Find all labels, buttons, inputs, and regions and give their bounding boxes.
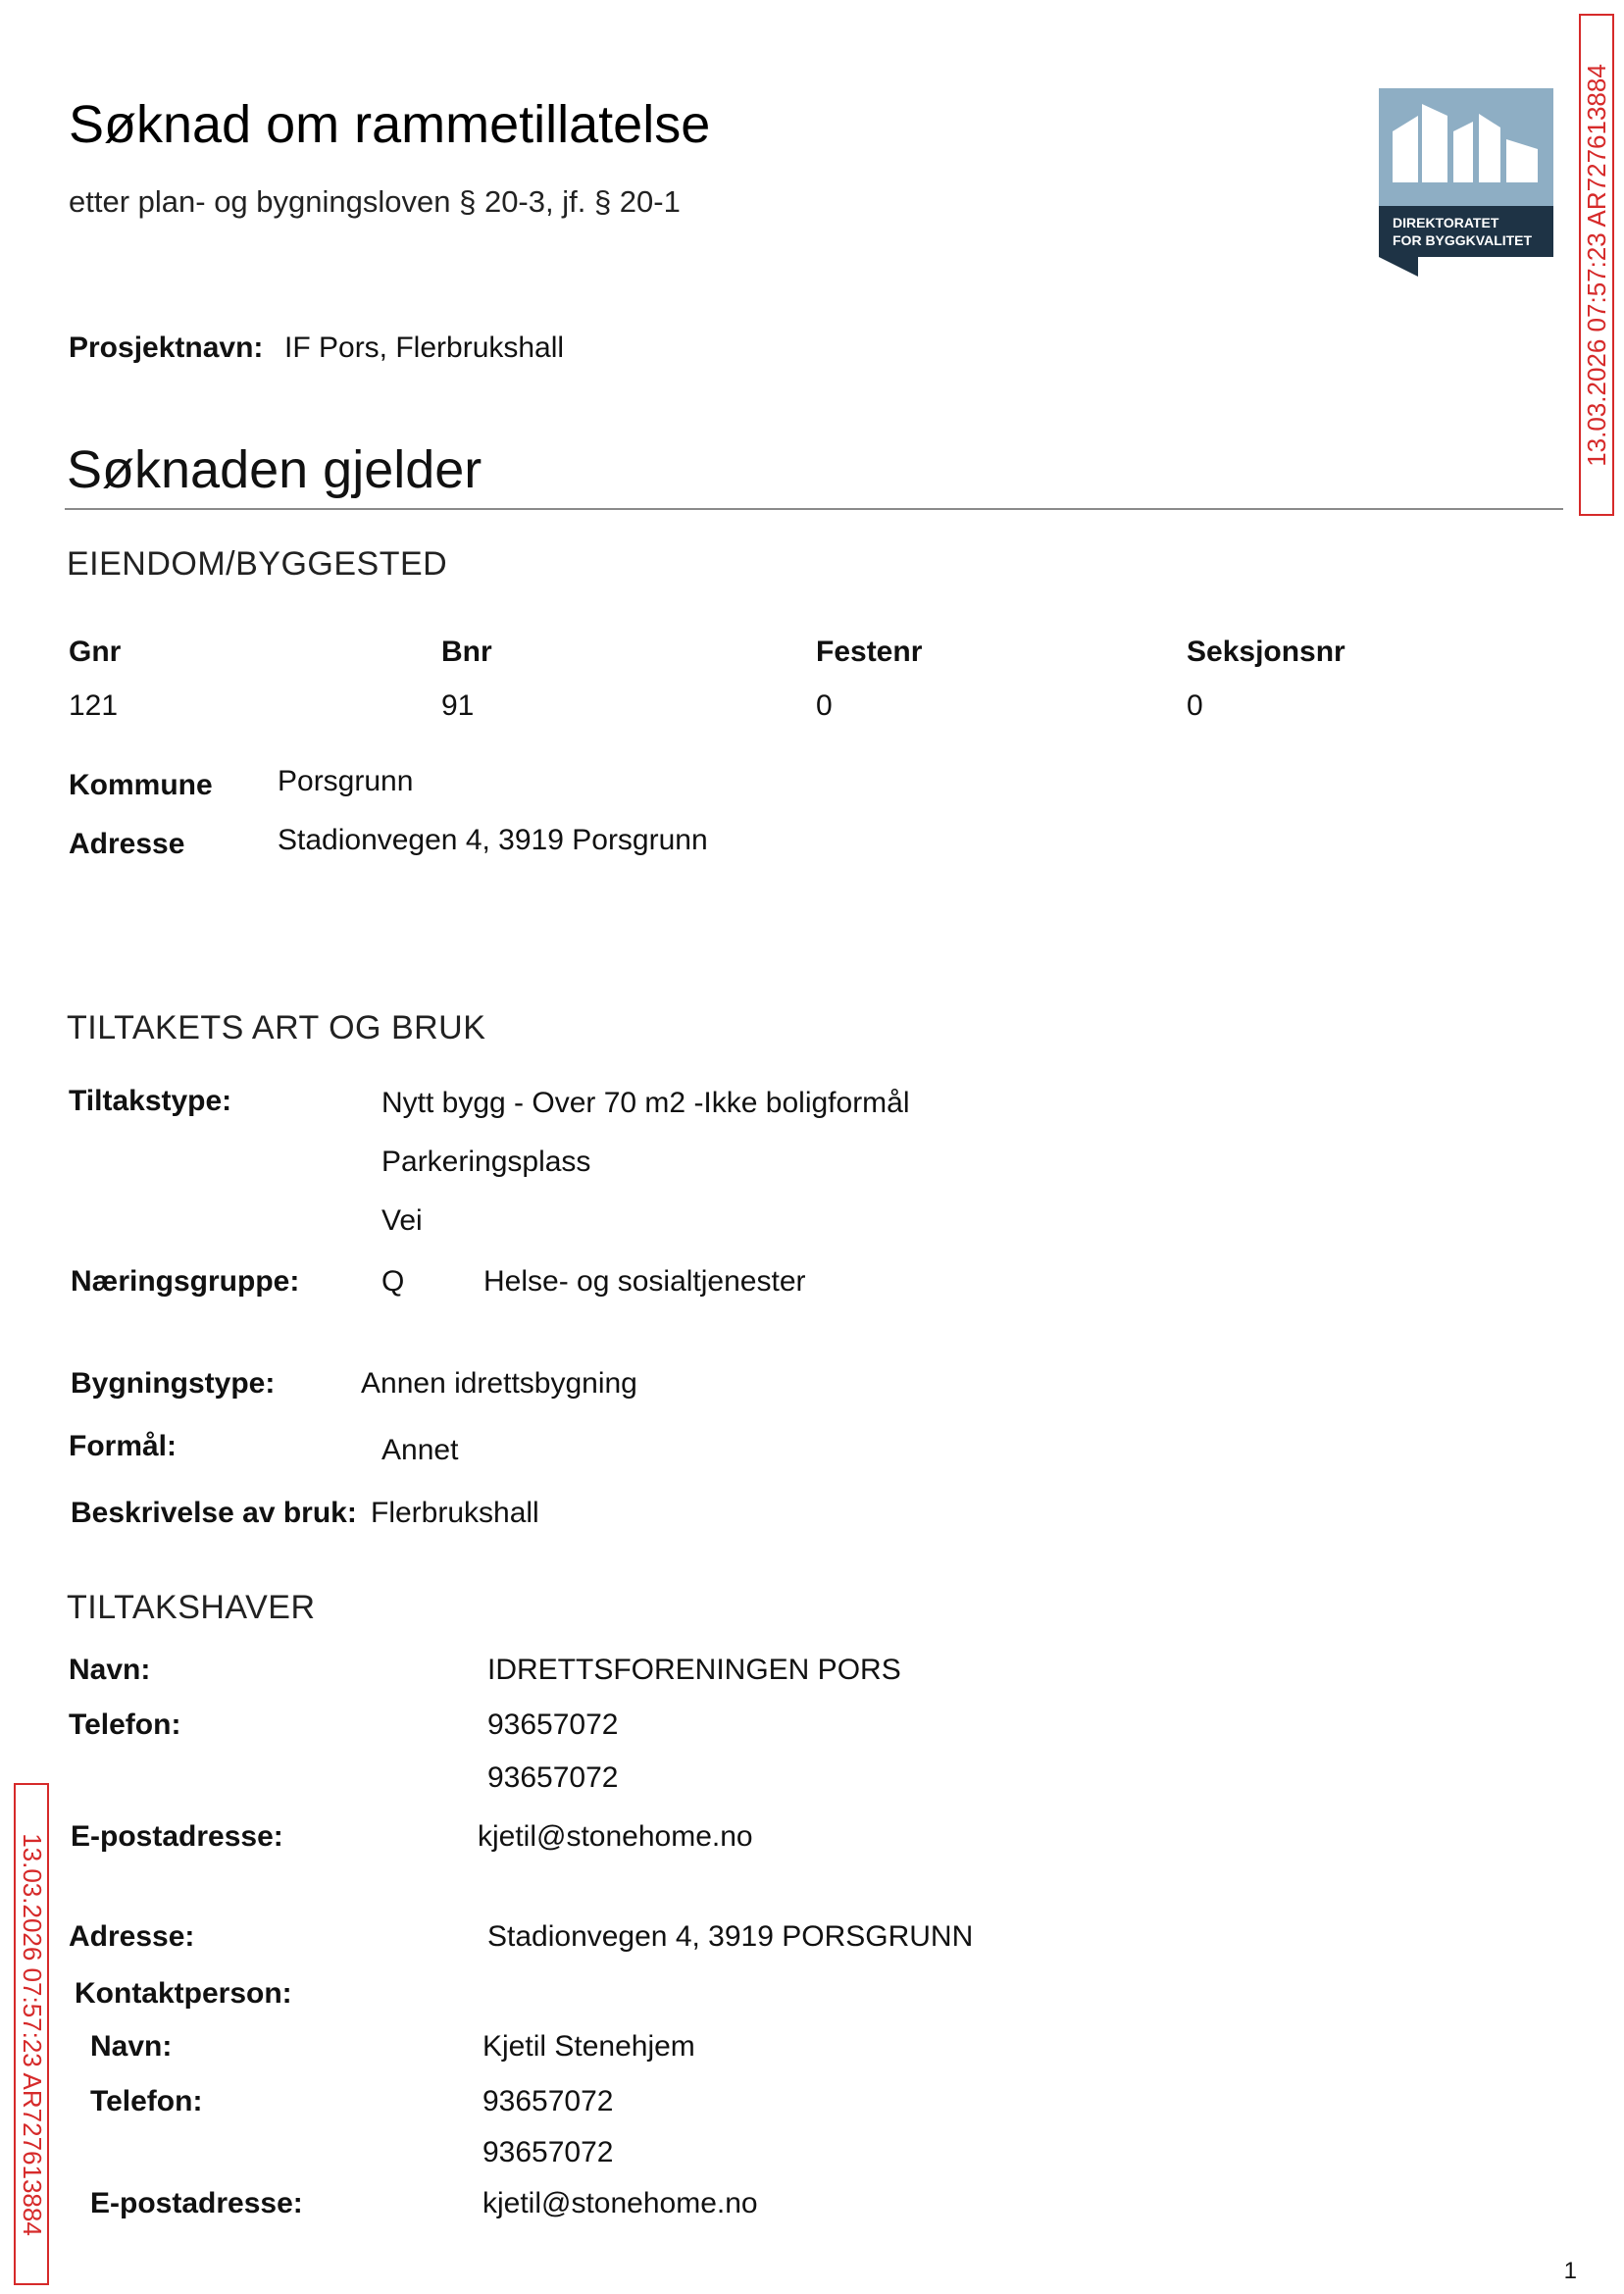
logo-line-2: FOR BYGGKVALITET xyxy=(1393,232,1533,248)
kontakt-navn-value: Kjetil Stenehjem xyxy=(482,2030,695,2063)
tiltakshaver-navn-label: Navn: xyxy=(69,1654,151,1686)
adresse-value: Stadionvegen 4, 3919 Porsgrunn xyxy=(278,824,708,856)
festenr-value: 0 xyxy=(816,689,833,722)
tiltakshaver-epost-label: E-postadresse: xyxy=(71,1820,283,1853)
section-divider xyxy=(65,508,1563,510)
logo-line-1: DIREKTORATET xyxy=(1393,215,1499,230)
naeringsgruppe-code: Q xyxy=(381,1265,405,1298)
formal-value: Annet xyxy=(381,1434,459,1466)
adresse-label: Adresse xyxy=(69,828,185,860)
tiltakshaver-heading: TILTAKSHAVER xyxy=(67,1589,316,1626)
bygningstype-value: Annen idrettsbygning xyxy=(361,1367,637,1400)
naeringsgruppe-value: Helse- og sosialtjenester xyxy=(483,1265,806,1298)
logo-bottom-block xyxy=(1379,206,1553,257)
kontakt-epost-value: kjetil@stonehome.no xyxy=(482,2187,758,2219)
project-name-value: IF Pors, Flerbrukshall xyxy=(284,331,565,364)
stamp-text: 13.03.2026 07:57:23 AR727613884 xyxy=(1581,63,1611,467)
kontakt-telefon-label: Telefon: xyxy=(90,2085,203,2117)
beskrivelse-label: Beskrivelse av bruk: xyxy=(71,1497,357,1529)
kontakt-epost-label: E-postadresse: xyxy=(90,2187,303,2219)
beskrivelse-value: Flerbrukshall xyxy=(371,1497,539,1529)
kontakt-telefon-value-2: 93657072 xyxy=(482,2136,614,2168)
tiltakshaver-navn-value: IDRETTSFORENINGEN PORS xyxy=(487,1654,901,1686)
kommune-value: Porsgrunn xyxy=(278,765,414,797)
document-subtitle: etter plan- og bygningsloven § 20-3, jf. § 20-1 xyxy=(69,184,681,219)
tiltakshaver-adresse-label: Adresse: xyxy=(69,1920,195,1953)
formal-label: Formål: xyxy=(69,1430,178,1462)
tiltakshaver-telefon-label: Telefon: xyxy=(69,1708,181,1741)
timestamp-stamp-top xyxy=(1579,14,1614,516)
project-name-label: Prosjektnavn: xyxy=(69,331,264,364)
tiltakshaver-telefon-value-1: 93657072 xyxy=(487,1708,619,1741)
document-title: Søknad om rammetillatelse xyxy=(69,95,711,154)
seksjonsnr-value: 0 xyxy=(1187,689,1203,722)
festenr-label: Festenr xyxy=(816,636,923,668)
dibk-logo xyxy=(1379,88,1553,277)
bnr-value: 91 xyxy=(441,689,475,722)
gnr-value: 121 xyxy=(69,689,119,722)
tiltakstype-value-3: Vei xyxy=(381,1204,423,1237)
kontaktperson-label: Kontaktperson: xyxy=(75,1977,292,2010)
naeringsgruppe-label: Næringsgruppe: xyxy=(71,1265,300,1298)
bygningstype-label: Bygningstype: xyxy=(71,1367,276,1400)
kontakt-telefon-value-1: 93657072 xyxy=(482,2085,614,2117)
page-number: 1 xyxy=(1563,2258,1577,2284)
section-heading: Søknaden gjelder xyxy=(67,440,482,499)
gnr-label: Gnr xyxy=(69,636,122,668)
tiltak-heading: TILTAKETS ART OG BRUK xyxy=(67,1009,486,1046)
kommune-label: Kommune xyxy=(69,769,213,801)
tiltakstype-value-1: Nytt bygg - Over 70 m2 -Ikke boligformål xyxy=(381,1087,910,1119)
tiltakstype-label: Tiltakstype: xyxy=(69,1085,232,1117)
tiltakshaver-telefon-value-2: 93657072 xyxy=(487,1761,619,1794)
bnr-label: Bnr xyxy=(441,636,492,668)
kontakt-navn-label: Navn: xyxy=(90,2030,173,2063)
timestamp-stamp-left xyxy=(14,1783,49,2285)
tiltakshaver-epost-value: kjetil@stonehome.no xyxy=(478,1820,753,1853)
tiltakstype-value-2: Parkeringsplass xyxy=(381,1146,591,1178)
property-heading: EIENDOM/BYGGESTED xyxy=(67,545,448,583)
seksjonsnr-label: Seksjonsnr xyxy=(1187,636,1345,668)
tiltakshaver-adresse-value: Stadionvegen 4, 3919 PORSGRUNN xyxy=(487,1920,974,1953)
stamp-text: 13.03.2026 07:57:23 AR727613884 xyxy=(17,1832,47,2236)
